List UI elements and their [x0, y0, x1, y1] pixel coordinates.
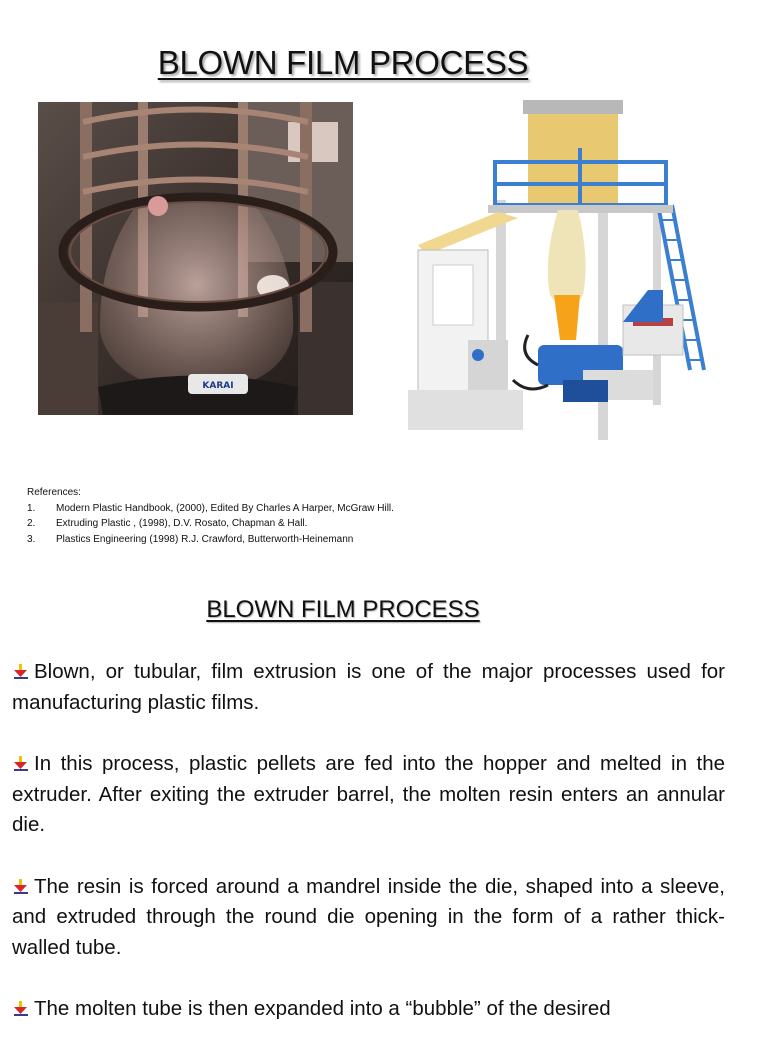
- references-heading: References:: [27, 487, 81, 498]
- references-block: [27, 485, 394, 547]
- arrow-bullet-icon: [12, 878, 34, 894]
- slide1-title: BLOWN FILM PROCESS: [157, 44, 529, 81]
- arrow-bullet-icon: [12, 755, 34, 771]
- reference-number: 3.: [27, 533, 36, 545]
- reference-text: Plastics Engineering (1998) R.J. Crawford, Butterworth-Heinemann: [56, 533, 354, 545]
- bullet-paragraph: [12, 872, 725, 964]
- slide2-body: [12, 657, 725, 1056]
- reference-item: [27, 501, 394, 517]
- arrow-bullet-icon: [12, 663, 34, 679]
- bullet-paragraph: [12, 994, 725, 1025]
- reference-item: [27, 516, 394, 532]
- paragraph-text: Blown, or tubular, film extrusion is one of the major processes used for manufacturing plastic films.: [12, 660, 725, 714]
- bullet-paragraph: [12, 749, 725, 841]
- blown-film-bubble-photo: [38, 102, 353, 415]
- arrow-bullet-icon: [12, 1000, 34, 1016]
- reference-text: Modern Plastic Handbook, (2000), Edited By Charles A Harper, McGraw Hill.: [56, 502, 394, 514]
- reference-item: [27, 532, 394, 548]
- slide2-title: BLOWN FILM PROCESS: [206, 596, 480, 623]
- blown-film-machine-photo: [378, 100, 713, 440]
- die-brand-label: KARAI: [202, 381, 234, 391]
- bullet-paragraph: [12, 657, 725, 718]
- reference-number: 2.: [27, 518, 36, 529]
- reference-number: 1.: [27, 502, 36, 514]
- reference-text: Extruding Plastic , (1998), D.V. Rosato, Chapman & Hall.: [56, 518, 308, 529]
- paragraph-text: The molten tube is then expanded into a “bubble” of the desired: [34, 997, 611, 1020]
- paragraph-text: The resin is forced around a mandrel inside the die, shaped into a sleeve, and extruded through the round die opening in the form of a rather thick-walled tube.: [12, 874, 725, 959]
- paragraph-text: In this process, plastic pellets are fed into the hopper and melted in the extruder. After exiting the extruder barrel, the molten resin enters an annular die.: [12, 752, 725, 836]
